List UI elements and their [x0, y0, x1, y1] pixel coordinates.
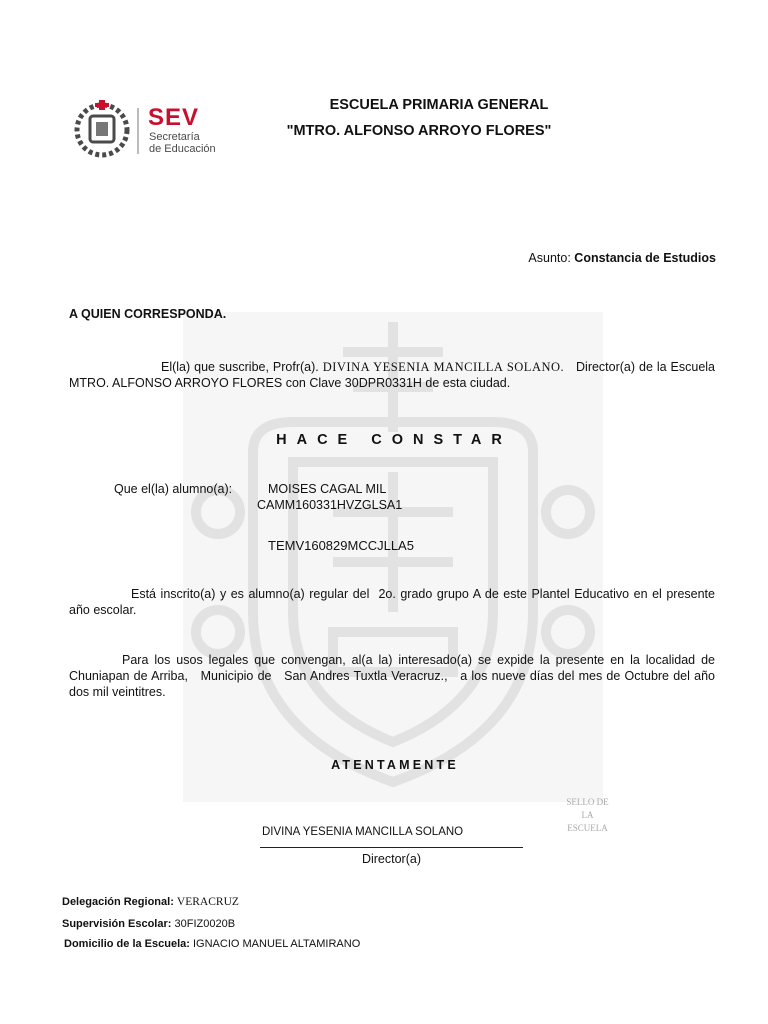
- intro-text-4: de esta ciudad.: [425, 376, 511, 390]
- legal-text-1: Para los usos legales que convengan, al(a la) interesado(a) se expide la presente en la localidad de: [122, 653, 715, 667]
- student-curp-1: CAMM160331HVZGLSA1: [257, 498, 403, 512]
- salutation: A QUIEN CORRESPONDA.: [69, 307, 227, 321]
- subject-value: Constancia de Estudios: [574, 251, 716, 265]
- enrollment-text-1: Está inscrito(a) y es alumno(a) regular del: [131, 587, 370, 601]
- enrollment-grade: 2o.: [378, 587, 396, 601]
- enrollment-text-2: grado grupo: [400, 587, 469, 601]
- legal-locality: Chuniapan de Arriba,: [69, 669, 188, 683]
- seal-line-2: LA: [581, 810, 594, 820]
- student-name: MOISES CAGAL MIL: [268, 482, 387, 496]
- seal-line-1: SELLO DE: [566, 797, 609, 807]
- subject-label: Asunto:: [528, 251, 571, 265]
- school-name-heading: "MTRO. ALFONSO ARROYO FLORES": [286, 123, 552, 139]
- legal-month: Octubre: [624, 669, 670, 683]
- sev-logo-short: SEV: [148, 104, 200, 131]
- legal-text-3: a los: [460, 669, 488, 683]
- footer-delegacion-label: Delegación Regional:: [62, 896, 174, 908]
- intro-paragraph: [69, 359, 715, 391]
- legal-text-5: del año dos mil veintitres.: [69, 669, 715, 699]
- enrollment-paragraph: [69, 586, 715, 618]
- enrollment-text-3: de este Plantel Educativo en el presente año escolar.: [69, 587, 715, 617]
- student-curp-2: TEMV160829MCCJLLA5: [268, 538, 414, 553]
- footer-domicilio-value: IGNACIO MANUEL ALTAMIRANO: [193, 938, 361, 950]
- footer-domicilio: [64, 938, 360, 950]
- sev-logo-line1: Secretaría: [149, 131, 200, 143]
- student-label: Que el(la) alumno(a):: [114, 482, 233, 496]
- intro-school-name: MTRO. ALFONSO ARROYO FLORES: [69, 376, 283, 390]
- legal-text-2: Municipio de: [200, 669, 272, 683]
- legal-day: nueve: [491, 669, 526, 683]
- school-seal-placeholder: [560, 796, 615, 835]
- legal-paragraph: [69, 652, 715, 700]
- closing-heading: ATENTAMENTE: [331, 758, 459, 772]
- legal-municipality: San Andres Tuxtla Veracruz.,: [284, 669, 448, 683]
- subject-line: [528, 251, 716, 265]
- intro-text-2: Director(a) de la Escuela: [576, 360, 715, 374]
- footer-supervision-value: 30FIZ0020B: [174, 918, 236, 930]
- signature-name: DIVINA YESENIA MANCILLA SOLANO: [262, 826, 464, 838]
- footer-domicilio-label: Domicilio de la Escuela:: [64, 938, 190, 950]
- footer-delegacion-value: VERACRUZ: [176, 896, 239, 908]
- footer-supervision: [62, 918, 235, 930]
- intro-clave: 30DPR0331H: [344, 376, 422, 390]
- sev-logo-line2: de Educación: [149, 143, 216, 155]
- footer-delegacion: [62, 896, 239, 908]
- intro-text-1: El(la) que suscribe, Profr(a).: [161, 360, 319, 374]
- legal-text-4: días del mes de: [529, 669, 621, 683]
- seal-line-3: ESCUELA: [567, 823, 608, 833]
- footer-supervision-label: Supervisión Escolar:: [62, 918, 172, 930]
- intro-director-name: DIVINA YESENIA MANCILLA SOLANO.: [322, 360, 565, 374]
- signature-line: [260, 847, 523, 848]
- enrollment-group: A: [472, 587, 481, 601]
- certify-heading: HACE CONSTAR: [276, 432, 512, 448]
- school-type-heading: ESCUELA PRIMARIA GENERAL: [329, 97, 549, 113]
- signature-role: Director(a): [361, 852, 422, 866]
- intro-text-3: con Clave: [285, 376, 342, 390]
